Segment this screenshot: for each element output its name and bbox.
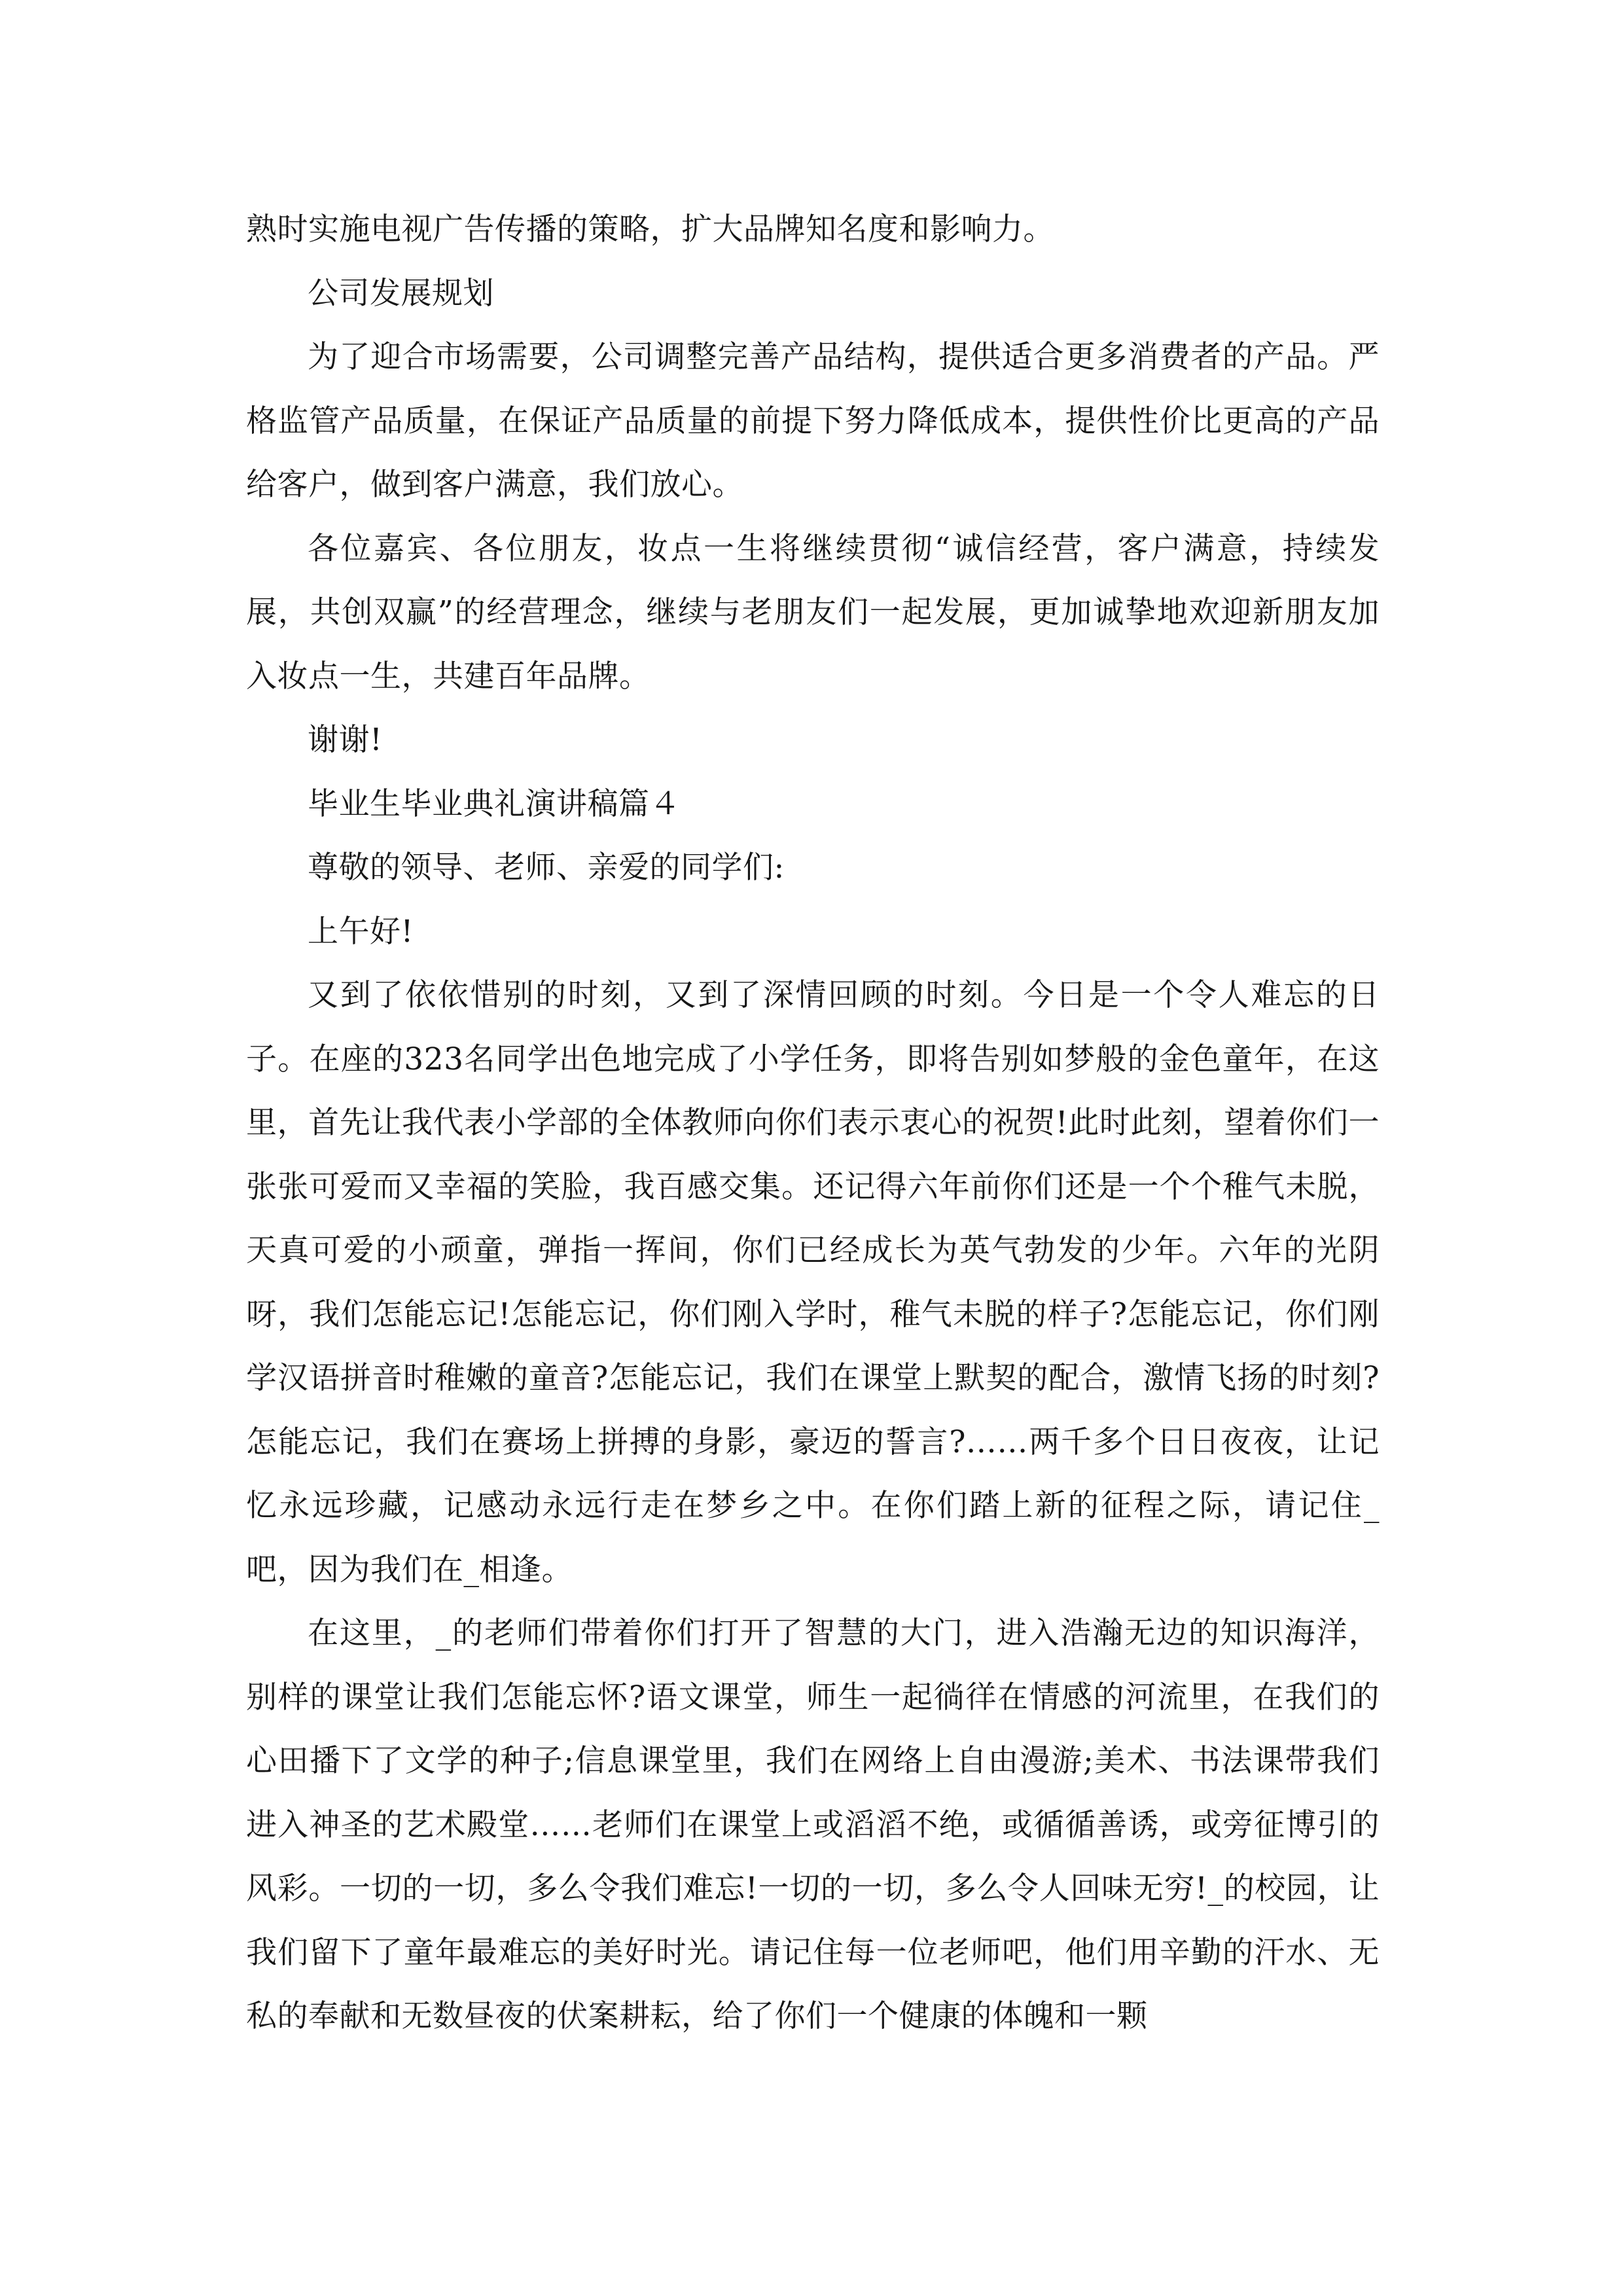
speech-salutation: 尊敬的领导、老师、亲爱的同学们: bbox=[308, 850, 785, 886]
paragraph-farewell: 又到了依依惜别的时刻，又到了深情回顾的时刻。今日是一个令人难忘的日子。在座的323名同学出色地完成了小学任务，即将告别如梦般的金色童年，在这里，首先让我代表小学部的全体教师向你们表示衷心的祝贺!此时此刻，望着你们一张张可爱而又幸福的笑脸，我百感交集。还记得六年前你们还是一个个稚气未脱，天真可爱的小顽童，弹指一挥间，你们已经成长为英气勃发的少年。六年的光阴呀，我们怎能忘记!怎能忘记，你们刚入学时，稚气未脱的样子?怎能忘记，你们刚学汉语拼音时稚嫩的童音?怎能忘记，我们在课堂上默契的配合，激情飞扬的时刻?怎能忘记，我们在赛场上拼搏的身影，豪迈的誓言?……两千多个日日夜夜，让记忆永远珍藏，记感动永远行走在梦乡之中。在你们踏上新的征程之际，请记住_吧，因为我们在_相逢。 bbox=[246, 977, 1380, 1588]
paragraph-continuation: 熟时实施电视广告传播的策略，扩大品牌知名度和影响力。 bbox=[246, 211, 1054, 247]
paragraph-product-strategy: 为了迎合市场需要，公司调整完善产品结构，提供适合更多消费者的产品。严格监管产品质量，在保证产品质量的前提下努力降低成本，提供性价比更高的产品给客户，做到客户满意，我们放心。 bbox=[246, 339, 1380, 503]
section-heading-company-plan: 公司发展规划 bbox=[308, 275, 494, 312]
paragraph-teachers: 在这里，_的老师们带着你们打开了智慧的大门，进入浩瀚无边的知识海洋，别样的课堂让我们怎能忘怀?语文课堂，师生一起徜徉在情感的河流里，在我们的心田播下了文学的种子;信息课堂里，我们在网络上自由漫游;美术、书法课带我们进入神圣的艺术殿堂……老师们在课堂上或滔滔不绝，或循循善诱，或旁征博引的风彩。一切的一切，多么令我们难忘!一切的一切，多么令人回味无穷!_的校园，让我们留下了童年最难忘的美好时光。请记住每一位老师吧，他们用辛勤的汗水、无私的奉献和无数昼夜的伏案耕耘，给了你们一个健康的体魄和一颗 bbox=[246, 1615, 1380, 2034]
speech-title: 毕业生毕业典礼演讲稿篇４ bbox=[308, 785, 681, 822]
paragraph-closing-remarks: 各位嘉宾、各位朋友，妆点一生将继续贯彻“诚信经营，客户满意，持续发展，共创双赢”的经营理念，继续与老朋友们一起发展，更加诚挚地欢迎新朋友加入妆点一生，共建百年品牌。 bbox=[246, 530, 1380, 694]
document-body bbox=[246, 198, 1380, 2049]
speech-greeting: 上午好! bbox=[308, 913, 414, 950]
paragraph-thanks: 谢谢! bbox=[308, 722, 383, 758]
